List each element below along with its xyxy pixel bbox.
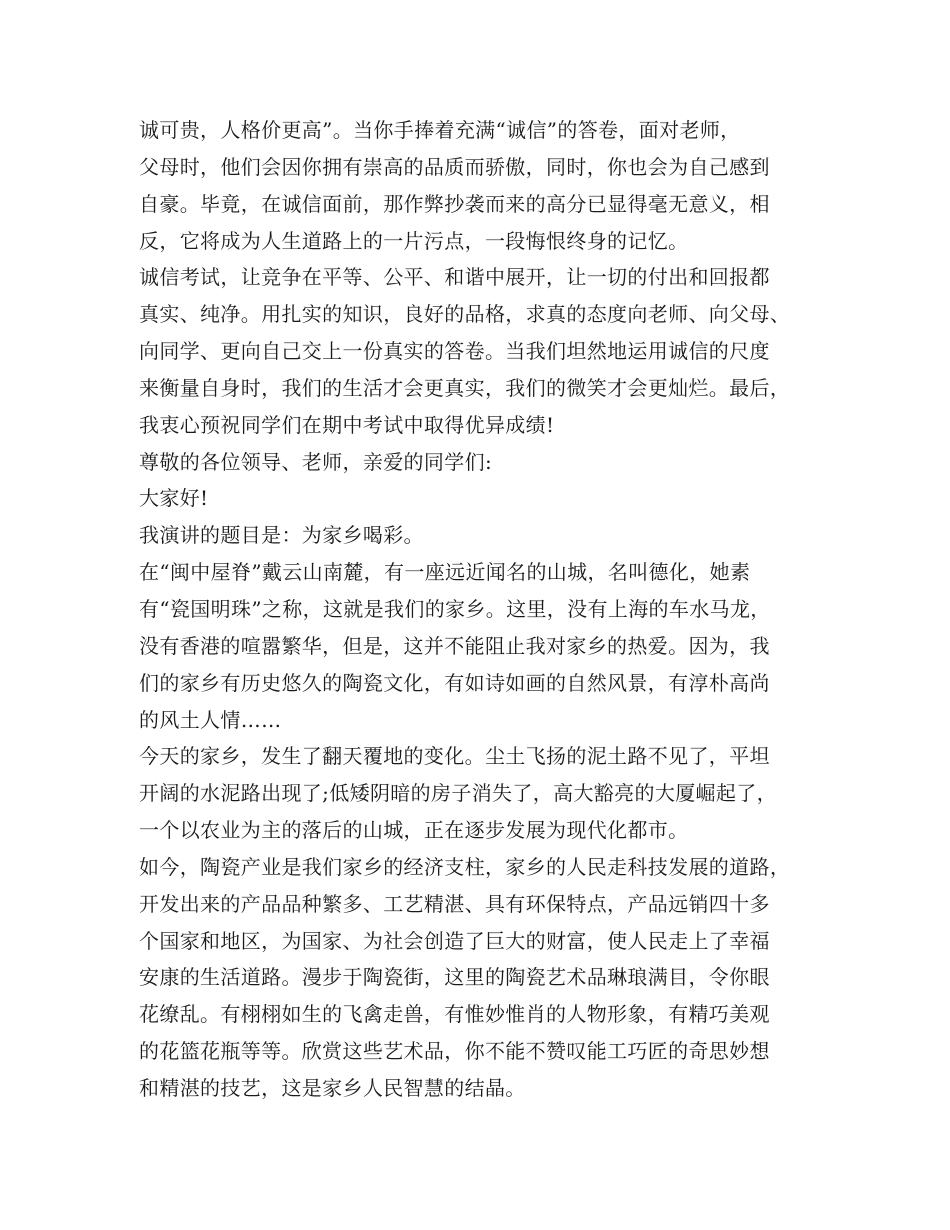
text-line: 今天的家乡，发生了翻天覆地的变化。尘土飞扬的泥土路不见了，平坦	[139, 744, 770, 769]
text-line: 真实、纯净。用扎实的知识，良好的品格，求真的态度向老师、向父母、	[139, 302, 791, 327]
text-line: 安康的生活道路。漫步于陶瓷街，这里的陶瓷艺术品琳琅满目，令你眼	[139, 965, 770, 990]
text-line: 一个以农业为主的落后的山城，正在逐步发展为现代化都市。	[139, 818, 689, 843]
text-line: 尊敬的各位领导、老师，亲爱的同学们:	[139, 449, 493, 474]
text-line: 花缭乱。有栩栩如生的飞禽走兽，有惟妙惟肖的人物形象，有精巧美观	[139, 1002, 770, 1027]
text-line: 的花篮花瓶等等。欣赏这些艺术品，你不能不赞叹能工巧匠的奇思妙想	[139, 1039, 770, 1064]
text-line: 有“瓷国明珠”之称，这就是我们的家乡。这里，没有上海的车水马龙，	[139, 596, 771, 621]
text-line: 如今，陶瓷产业是我们家乡的经济支柱，家乡的人民走科技发展的道路，	[139, 854, 791, 879]
text-line: 向同学、更向自己交上一份真实的答卷。当我们坦然地运用诚信的尺度	[139, 339, 770, 364]
text-line: 来衡量自身时，我们的生活才会更真实，我们的微笑才会更灿烂。最后，	[139, 375, 791, 400]
text-line: 的风土人情……	[139, 707, 282, 732]
document-body	[139, 112, 815, 1107]
text-line: 开阔的水泥路出现了;低矮阴暗的房子消失了，高大豁亮的大厦崛起了，	[139, 781, 777, 806]
text-line: 诚信考试，让竞争在平等、公平、和谐中展开，让一切的付出和回报都	[139, 265, 770, 290]
text-line: 个国家和地区，为国家、为社会创造了巨大的财富，使人民走上了幸福	[139, 928, 770, 953]
text-line: 我衷心预祝同学们在期中考试中取得优异成绩!	[139, 412, 555, 437]
text-line: 和精湛的技艺，这是家乡人民智慧的结晶。	[139, 1075, 526, 1100]
text-line: 自豪。毕竟，在诚信面前，那作弊抄袭而来的高分已显得毫无意义，相	[139, 191, 770, 216]
text-line: 没有香港的喧嚣繁华，但是，这并不能阻止我对家乡的热爱。因为，我	[139, 633, 770, 658]
text-line: 父母时，他们会因你拥有崇高的品质而骄傲，同时，你也会为自己感到	[139, 154, 770, 179]
text-line: 大家好!	[139, 486, 209, 511]
text-line: 开发出来的产品品种繁多、工艺精湛、具有环保特点，产品远销四十多	[139, 891, 770, 916]
text-line: 我演讲的题目是：为家乡喝彩。	[139, 523, 424, 548]
text-line: 诚可贵，人格价更高”。当你手捧着充满“诚信”的答卷，面对老师，	[139, 118, 741, 142]
text-line: 反，它将成为人生道路上的一片污点，一段悔恨终身的记忆。	[139, 228, 689, 253]
text-line: 们的家乡有历史悠久的陶瓷文化，有如诗如画的自然风景，有淳朴高尚	[139, 670, 770, 695]
text-line: 在“闽中屋脊”戴云山南麓，有一座远近闻名的山城，名叫德化，她素	[139, 560, 751, 585]
